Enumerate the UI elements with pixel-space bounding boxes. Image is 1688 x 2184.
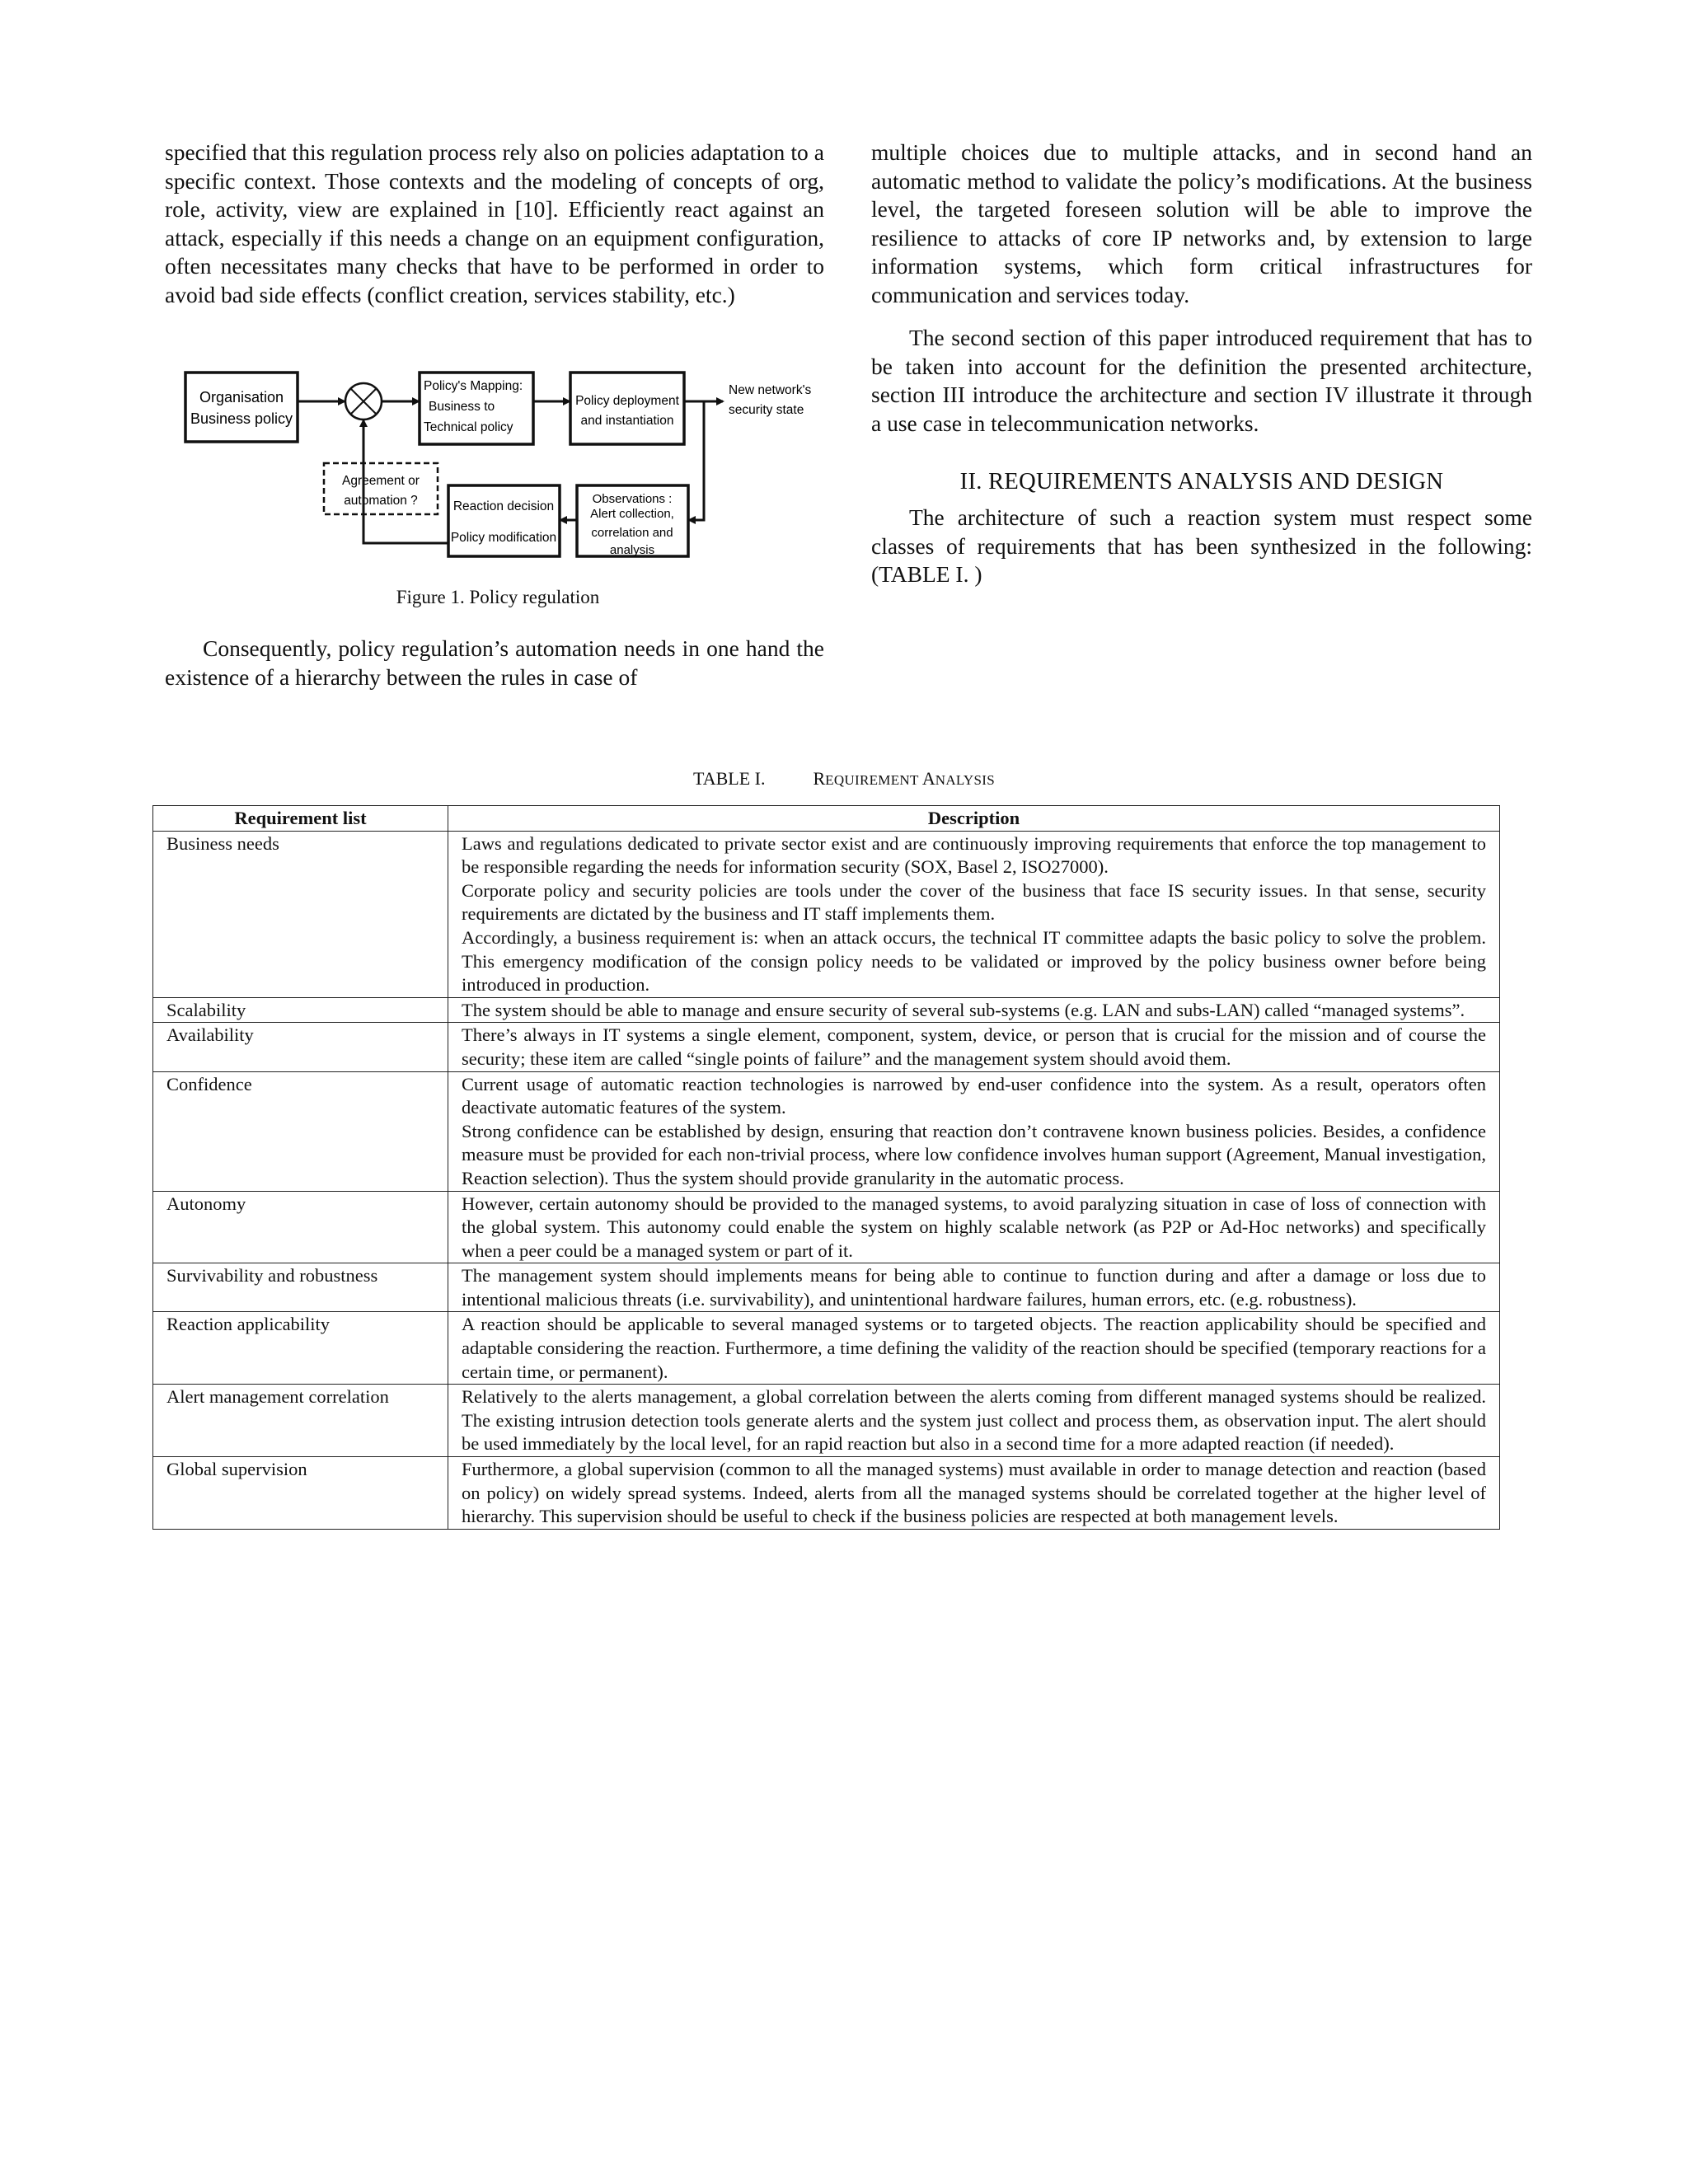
requirement-description: Furthermore, a global supervision (common to all the managed systems) must available in order to manage detection and reaction (based on policy) on widely spread systems. Indeed, alerts from all the managed systems should be correlated together at the higher level of hierarchy. This supervision should be useful to check if the business policies are respected at both management levels. (448, 1457, 1500, 1530)
deployment-box-line2: and instantiation (580, 414, 674, 428)
requirement-name: Scalability (153, 997, 448, 1023)
table-header-row (153, 806, 1500, 832)
requirement-name: Reaction applicability (153, 1312, 448, 1385)
observations-box-line2: Alert collection, (590, 507, 674, 521)
body-paragraph: The architecture of such a reaction system must respect some classes of requirements that has been synthesized in the following: (TABLE I. ) (871, 504, 1532, 587)
requirement-description: However, certain autonomy should be provided to the managed systems, to avoid paralyzing situation in case of loss of connection with the global system. This autonomy could enable the system on highly scalable network (as P2P or Ad-Hoc networks) and specifically when a peer could be a managed system or part of it. (448, 1191, 1500, 1263)
body-paragraph: The second section of this paper introduced requirement that has to be taken into account for the definition the presented architecture, section III introduce the architecture and section IV illustrate it through a use case in telecommunication networks. (871, 325, 1532, 436)
output-label-line1: New network's (729, 383, 812, 397)
header-description: Description (448, 806, 1500, 832)
table-row (153, 1071, 1500, 1191)
requirement-description: The management system should implements means for being able to continue to function during and after a damage or loss due to intentional malicious threats (i.e. survivability), and unintentional hardware failures, human errors, etc. (e.g. robustness). (448, 1263, 1500, 1312)
observations-box-line3: correlation and (591, 526, 673, 540)
arrow-feedback-to-observations (689, 401, 704, 520)
requirement-description: Laws and regulations dedicated to private sector exist and are continuously improving requirements that enforce the top management to be responsible regarding the needs for information security (SOX, Basel 2, ISO27000). Corporate policy and security policies are tools under the cover of the business that face IS security issues. In that sense, security requirements are dictated by the business and IT staff implements them. Accordingly, a business requirement is: when an attack occurs, the technical IT committee adapts the basic policy to solve the problem. This emergency modification of the consign policy needs to be validated or improved by the policy business owner before being introduced in production. (448, 831, 1500, 997)
table-row (153, 997, 1500, 1023)
requirement-description: The system should be able to manage and ensure security of several sub-systems (e.g. LAN and subs-LAN) called “managed systems”. (448, 997, 1500, 1023)
requirement-name: Business needs (153, 831, 448, 997)
mapping-box-line3: Technical policy (424, 420, 513, 434)
right-column (871, 138, 1532, 589)
agreement-box-line1: Agreement or (342, 474, 420, 488)
observations-box-line1: Observations : (592, 492, 673, 506)
requirements-table (152, 805, 1500, 1530)
table-row (153, 1312, 1500, 1385)
section-heading: II. REQUIREMENTS ANALYSIS AND DESIGN (959, 469, 1444, 494)
figure-policy-regulation (165, 330, 824, 574)
table-row (153, 831, 1500, 997)
requirement-name: Global supervision (153, 1457, 448, 1530)
body-paragraph: multiple choices due to multiple attacks, and in second hand an automatic method to validate the policy’s modifications. At the business level, the targeted foreseen solution will be able to improve the resilience to attacks of core IP networks and, by extension to large information systems, which form critical infrastructures for communication and services today. (871, 139, 1532, 307)
requirement-description: A reaction should be applicable to several managed systems or to targeted objects. The reaction applicability should be specified and adaptable considering the reaction. Furthermore, a time defining the validity of the reaction should be specified (temporary reactions for a certain time, or permanent). (448, 1312, 1500, 1385)
figure-caption: Figure 1. Policy regulation (396, 587, 600, 607)
left-column (165, 138, 824, 691)
reaction-box (448, 485, 560, 556)
table-caption: TABLE I. REQUIREMENT ANALYSIS (693, 768, 995, 789)
requirement-description: There’s always in IT systems a single element, component, system, device, or person that is crucial for the mission and of course the security; these item are called “single points of failure” and the management system should avoid them. (448, 1023, 1500, 1071)
requirement-name: Availability (153, 1023, 448, 1071)
deployment-box-line1: Policy deployment (575, 394, 679, 408)
output-label-line2: security state (729, 403, 804, 417)
requirement-name: Survivability and robustness (153, 1263, 448, 1312)
requirement-name: Autonomy (153, 1191, 448, 1263)
org-box (185, 373, 298, 442)
table-row (153, 1191, 1500, 1263)
requirement-name: Alert management correlation (153, 1385, 448, 1457)
requirement-description: Current usage of automatic reaction technologies is narrowed by end-user confidence into the system. As a result, operators often deactivate automatic features of the system. Strong confidence can be established by design, ensuring that reaction don’t contravene known business policies. Besides, a confidence measure must be provided for each non-trivial process, where low confidence involves human support (Agreement, Manual investigation, Reaction selection). Thus the system should provide granularity in the automatic process. (448, 1071, 1500, 1191)
mapping-box-line2: Business to (429, 400, 495, 414)
org-box-line2: Business policy (190, 410, 293, 427)
table-row (153, 1457, 1500, 1530)
body-paragraph: Consequently, policy regulation’s automation needs in one hand the existence of a hierarchy between the rules in case of (165, 635, 824, 690)
org-box-line1: Organisation (199, 389, 284, 405)
header-requirement-list: Requirement list (153, 806, 448, 832)
mapping-box-line1: Policy's Mapping: (424, 379, 523, 393)
observations-box-line4: analysis (609, 543, 655, 557)
table-row (153, 1385, 1500, 1457)
table-number: TABLE I. (693, 768, 766, 789)
table-row (153, 1263, 1500, 1312)
table-row (153, 1023, 1500, 1071)
reaction-box-line1: Reaction decision (452, 499, 555, 513)
body-paragraph: specified that this regulation process rely also on policies adaptation to a specific context. Those contexts and the modeling of concepts of org, role, activity, view are explained in [10]. Efficiently react against an attack, especially if this needs a change on an equipment configuration, often necessitates many checks that have to be performed in order to avoid bad side effects (conflict creation, services stability, etc.) (165, 139, 824, 307)
deployment-box (570, 373, 684, 444)
requirement-description: Relatively to the alerts management, a global correlation between the alerts coming from different managed systems should be realized. The existing intrusion detection tools generate alerts and the system just collect and process them, as observation input. The alert should be used immediately by the local level, for an rapid reaction but also in a second time for a more adapted reaction (if needed). (448, 1385, 1500, 1457)
requirement-name: Confidence (153, 1071, 448, 1191)
reaction-box-line2: Policy modification (450, 531, 557, 545)
policy-regulation-diagram (165, 330, 824, 574)
agreement-box-line2: automation ? (344, 494, 418, 508)
